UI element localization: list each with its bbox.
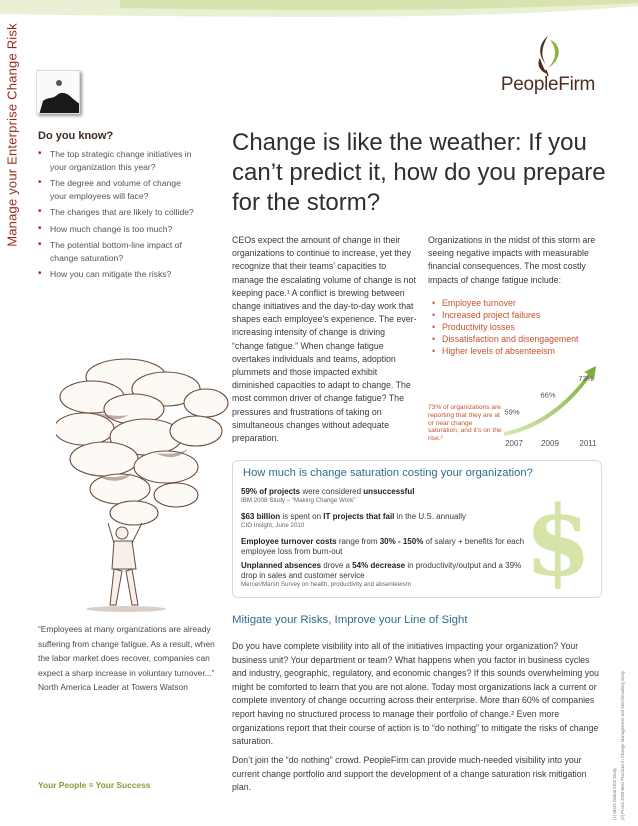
list-item: • Higher levels of absenteeism <box>428 345 598 357</box>
intro-paragraph: CEOs expect the amount of change in their organizations to continue to increase, yet they recognize that their teams’ capacities to manage the escalating volume of change is not keeping pace.¹ A conflict is brewing between change initiatives and the day-to-day work that shapes each employee’s experience. The ever-increasing intensity of change is driving “change fatigue.” When change fatigue overtakes individuals and teams, adoption plummets and those impacted exhibit diminished capacities to adapt to change. The most common driver of change fatigue? The pressures and frustrations of taking on simultaneous changes without adequate preparation. <box>232 235 417 444</box>
list-item: • How much change is too much? <box>38 223 198 236</box>
percent-data-label: 59% <box>504 407 520 417</box>
section-heading: Mitigate your Risks, Improve your Line of Sight <box>232 614 468 626</box>
svg-text:$: $ <box>524 489 592 589</box>
trend-annotation: 73% of organizations are reporting that they are at or near change saturation, and it’s on the rise.² <box>428 404 502 443</box>
cost-item: Employee turnover costs range from 30% - 150% of salary + benefits for each employee loss from burn-out <box>241 537 525 556</box>
impacts-intro: Organizations in the midst of this storm are seeing negative impacts with measurable financial consequences. The most costly impacts of change fatigue include: <box>428 235 596 285</box>
list-item: • Productivity losses <box>428 321 598 333</box>
list-item: • How you can mitigate the risks? <box>38 268 198 281</box>
dollar-icon <box>523 489 593 589</box>
top-band <box>0 0 638 20</box>
vertical-page-title: Manage your Enterprise Change Risk <box>4 23 20 247</box>
list-item: • The degree and volume of change your employees will face? <box>38 177 198 202</box>
footer-tagline: Your People = Your Success <box>38 780 151 790</box>
list-item: • The top strategic change initiatives in your organization this year? <box>38 148 198 173</box>
impacts-column <box>428 234 598 357</box>
section-paragraph: Don’t join the “do nothing” crowd. PeopleFirm can provide much-needed visibility into your current change portfolio and support the development of a change saturation risk mitigation plan. <box>232 755 587 793</box>
percent-data-label: 66% <box>540 390 556 400</box>
thumbnail-image <box>36 70 80 114</box>
year-tick-label: 2009 <box>541 439 559 448</box>
percent-data-label: 73% <box>578 373 594 383</box>
list-item: • Employee turnover <box>428 297 598 309</box>
cost-box-title: How much is change saturation costing your organization? <box>243 467 533 479</box>
year-tick-label: 2011 <box>579 439 597 448</box>
footnotes <box>606 600 632 820</box>
sidebar-quote: “Employees at many organizations are already suffering from change fatigue. As a result, when the labor market does recover, companies can expect a sharp increase in voluntary turnover...” North America Leader at Towers Watson <box>38 624 215 693</box>
footnote: (1) IBM's Global CEO Study <box>612 768 617 820</box>
brand-name: PeopleFirm <box>500 74 596 95</box>
list-item: • The changes that are likely to collide? <box>38 206 198 219</box>
page-headline: Change is like the weather: If you can’t predict it, how do you prepare for the storm? <box>232 129 606 216</box>
cost-item: Unplanned absences drove a 54% decrease in productivity/output and a 39% drop in sales and customer service Mercer/Marsh Survey on health, productivity and absenteeism <box>241 561 522 588</box>
cost-item: $63 billion is spent on IT projects that fail in the U.S. annually CIO Insight, June 2010 <box>241 512 466 529</box>
footnote: (2) Prosci 2009 Best Practices in Change Management and benchmarking study <box>620 671 625 820</box>
list-item: • The potential bottom-line impact of change saturation? <box>38 239 198 264</box>
list-item: • Dissatisfaction and disengagement <box>428 333 598 345</box>
sidebar-question-list <box>38 148 198 285</box>
cost-item: 59% of projects were considered unsuccessful IBM 2008 Study – “Making Change Work” <box>241 487 415 504</box>
list-item: • Increased project failures <box>428 309 598 321</box>
section-paragraph: Do you have complete visibility into all of the initiatives impacting your organization? Your business unit? Your department or team? What happens when you factor in business cycles and industry, geographic, regulatory, and economic changes? If this sounds overwhelming you might be comforted to learn that you are not alone. Today most organizations lack a current or complete inventory of change occurring across their enterprise. More than 60% of companies report having no structured process to manage their portfolio of change.² Even more organizations report that their course of action is to “do nothing” to mitigate the risks of change saturation. <box>232 641 599 747</box>
cost-callout-box <box>232 460 602 598</box>
rock-pile-illustration <box>56 355 236 615</box>
impacts-list <box>428 297 598 357</box>
sidebar-title: Do you know? <box>38 130 114 142</box>
year-tick-label: 2007 <box>505 439 523 448</box>
